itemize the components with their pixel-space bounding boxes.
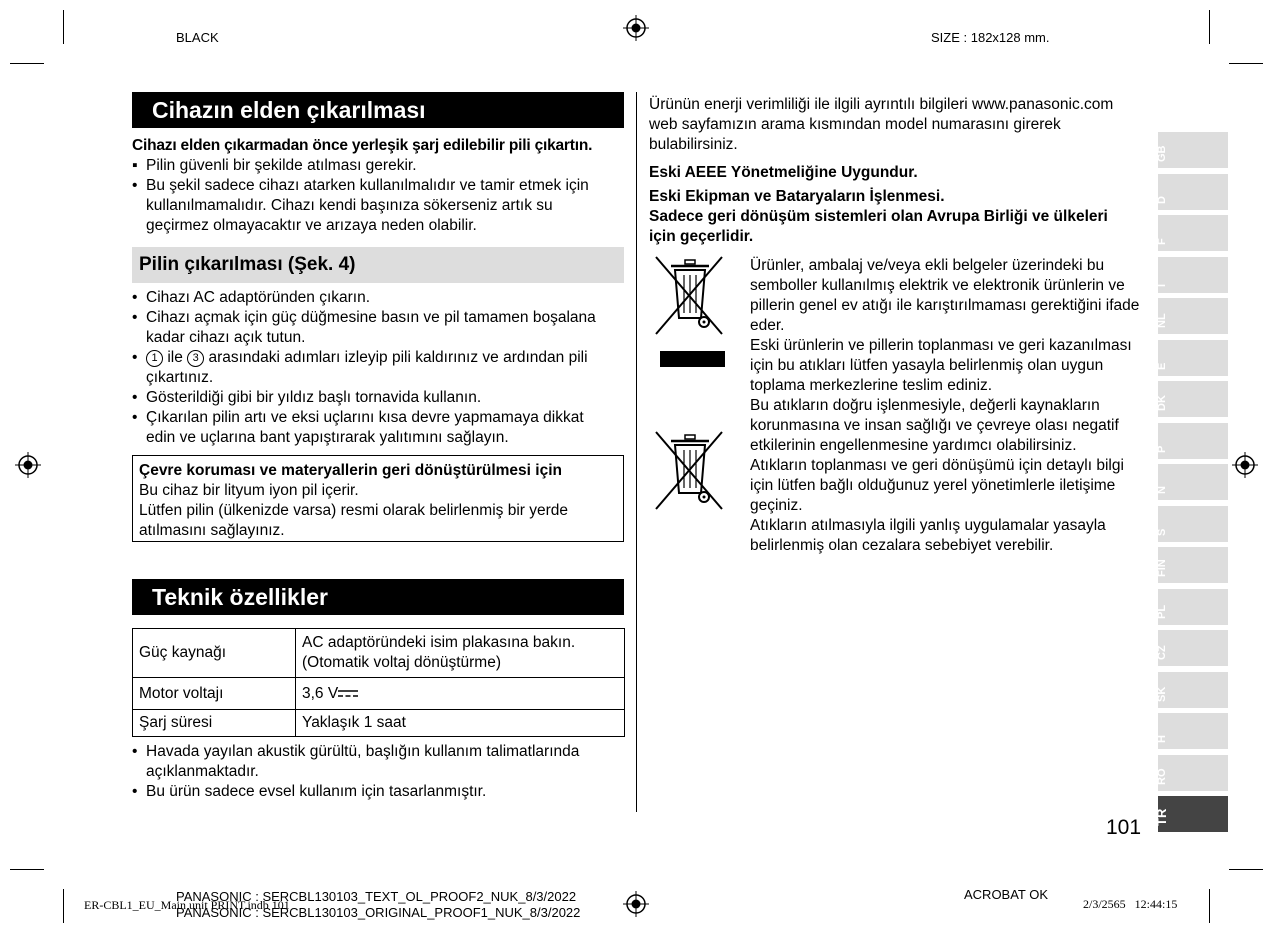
environment-box — [132, 455, 624, 542]
registration-mark-icon — [15, 452, 41, 478]
list-item: ▪ Pilin güvenli bir şekilde atılması gerekir. — [132, 157, 417, 174]
specs-notes — [132, 742, 602, 802]
environment-line: Bu cihaz bir lityum iyon pil içerir. — [139, 482, 359, 499]
size-label: SIZE : 182x128 mm. — [931, 30, 1050, 45]
tab-tr[interactable]: TR — [1158, 796, 1228, 832]
paragraph: Bu atıkların doğru işlenmesiyle, değerli kaynakların korunmasına ve insan sağlığı ve çevreye olası negatif etkilerinin engellenmesine yardımcı olabilirsiniz. — [750, 397, 1119, 454]
color-label: BLACK — [176, 30, 219, 45]
list-item: • Cihazı AC adaptöründen çıkarın. — [132, 289, 371, 306]
spec-value: AC adaptöründeki isim plakasına bakın. (Otomatik voltaj dönüştürme) — [296, 629, 625, 678]
list-item: • Bu şekil sadece cihazı atarken kullanılmalıdır ve tamir etmek için kullanılmamalıdır. Cihazı kendi başınıza sökerseniz artık su geçirmez olmayacaktır ve arızaya neden olabilir. — [132, 177, 589, 234]
crop-mark — [1229, 869, 1263, 870]
tab-pl[interactable]: PL — [1158, 589, 1228, 625]
crop-mark — [1229, 63, 1263, 64]
environment-title: Çevre koruması ve materyallerin geri dönüştürülmesi için — [139, 462, 562, 479]
disposal-section — [132, 136, 627, 236]
list-item: • Çıkarılan pilin artı ve eksi uçlarını kısa devre yapmamaya dikkat edin ve uçlarına bant yapıştırarak yalıtımını sağlayın. — [132, 409, 584, 446]
step-number: 3 — [187, 350, 204, 367]
tab-f[interactable]: F — [1158, 215, 1228, 251]
spec-label: Şarj süresi — [133, 710, 296, 737]
footer-file: ER-CBL1_EU_Main unit PRINT.indb 101 — [84, 898, 290, 912]
environment-line: Lütfen pilin (ülkenizde varsa) resmi olarak belirlenmiş bir yerde atılmasını sağlayınız. — [139, 502, 569, 539]
paragraph: Eski ürünlerin ve pillerin toplanması ve geri kazanılması için bu atıkları lütfen yasayla belirlenmiş olan uygun toplama merkezlerine teslim ediniz. — [750, 337, 1132, 394]
table-row — [133, 710, 625, 737]
specs-heading: Teknik özellikler — [132, 579, 624, 615]
tab-d[interactable]: D — [1158, 174, 1228, 210]
disposal-lead: Cihazı elden çıkarmadan önce yerleşik şarj edilebilir pili çıkartın. — [132, 137, 593, 154]
paragraph: Atıkların toplanması ve geri dönüşümü için detaylı bilgi için lütfen bağlı olduğunuz yerel yönetimlerle iletişime geçiniz. — [750, 457, 1124, 514]
tab-ro[interactable]: RO — [1158, 755, 1228, 791]
list-item: • Havada yayılan akustik gürültü, başlığın kullanım talimatlarında açıklanmaktadır. — [132, 743, 580, 780]
registration-mark-icon — [1232, 452, 1258, 478]
spec-value: Yaklaşık 1 saat — [296, 710, 625, 737]
crop-mark — [63, 10, 64, 44]
spec-label: Motor voltajı — [133, 678, 296, 710]
tab-n[interactable]: N — [1158, 464, 1228, 500]
table-row — [133, 678, 625, 710]
tab-s[interactable]: S — [1158, 506, 1228, 542]
tab-gb[interactable]: GB — [1158, 132, 1228, 168]
crop-mark — [1209, 889, 1210, 923]
crop-mark — [10, 869, 44, 870]
tab-p[interactable]: P — [1158, 423, 1228, 459]
acrobat-label: ACROBAT OK — [964, 887, 1049, 902]
battery-removal-section — [132, 288, 614, 448]
disposal-info-heading: Eski Ekipman ve Bataryaların İşlenmesi. — [649, 188, 945, 205]
tab-e[interactable]: E — [1158, 340, 1228, 376]
specs-table — [132, 628, 625, 737]
crossed-bin-icon — [654, 254, 726, 339]
tab-dk[interactable]: DK — [1158, 381, 1228, 417]
page-number: 101 — [1106, 816, 1142, 839]
list-item: • Gösterildiği gibi bir yıldız başlı tornavida kullanın. — [132, 389, 482, 406]
footer-proof-line: PANASONIC : SERCBL130103_TEXT_OL_PROOF2_NUK_8/3/2022 — [176, 889, 577, 904]
disposal-heading: Cihazın elden çıkarılması — [132, 92, 624, 128]
registration-mark-icon — [623, 15, 649, 41]
column-divider — [636, 92, 637, 812]
footer-proof-line: PANASONIC : SERCBL130103_ORIGINAL_PROOF1_NUK_8/3/2022 — [176, 905, 581, 920]
registration-mark-icon — [623, 891, 649, 917]
dc-symbol-icon — [338, 688, 358, 698]
tab-i[interactable]: I — [1158, 257, 1228, 293]
list-item: • 1 ile 3 arasındaki adımları izleyip pili kaldırınız ve ardından pili çıkartınız. — [132, 349, 588, 386]
crossed-bin-battery-icon — [654, 429, 726, 514]
solid-bar-symbol — [660, 351, 725, 367]
tab-sk[interactable]: SK — [1158, 672, 1228, 708]
paragraph: Atıkların atılmasıyla ilgili yanlış uygulamalar yasayla belirlenmiş olan cezalara sebebiyet verebilir. — [750, 517, 1106, 554]
tab-h[interactable]: H — [1158, 713, 1228, 749]
crop-mark — [10, 63, 44, 64]
weee-explanation — [750, 256, 1142, 556]
paragraph: Ürünler, ambalaj ve/veya ekli belgeler üzerindeki bu semboller kullanılmış elektrik ve elektronik ürünlerin ve pillerin genel ev atığı ile karıştırılmaması gerektiğini ifade eder. — [750, 257, 1140, 334]
spec-value: 3,6 V — [296, 678, 625, 710]
tab-fin[interactable]: FIN — [1158, 547, 1228, 583]
eu-only-note: Sadece geri dönüşüm sistemleri olan Avrupa Birliği ve ülkeleri için geçerlidir. — [649, 208, 1108, 245]
crop-mark — [1209, 10, 1210, 44]
crop-mark — [63, 889, 64, 923]
weee-compliance: Eski AEEE Yönetmeliğine Uygundur. — [649, 164, 918, 181]
tab-cz[interactable]: CZ — [1158, 630, 1228, 666]
energy-intro: Ürünün enerji verimliliği ile ilgili ayrıntılı bilgileri www.panasonic.com web sayfamızın arama kısmından model numarasını girerek bulabilirsiniz. — [649, 96, 1114, 153]
step-number: 1 — [146, 350, 163, 367]
tab-nl[interactable]: NL — [1158, 298, 1228, 334]
list-item: • Bu ürün sadece evsel kullanım için tasarlanmıştır. — [132, 783, 487, 800]
print-datetime: 2/3/2565 12:44:15 — [1083, 897, 1178, 911]
list-item: • Cihazı açmak için güç düğmesine basın ve pil tamamen boşalana kadar cihazı açık tutun. — [132, 309, 596, 346]
table-row — [133, 629, 625, 678]
battery-removal-heading: Pilin çıkarılması (Şek. 4) — [132, 247, 624, 283]
spec-label: Güç kaynağı — [133, 629, 296, 678]
